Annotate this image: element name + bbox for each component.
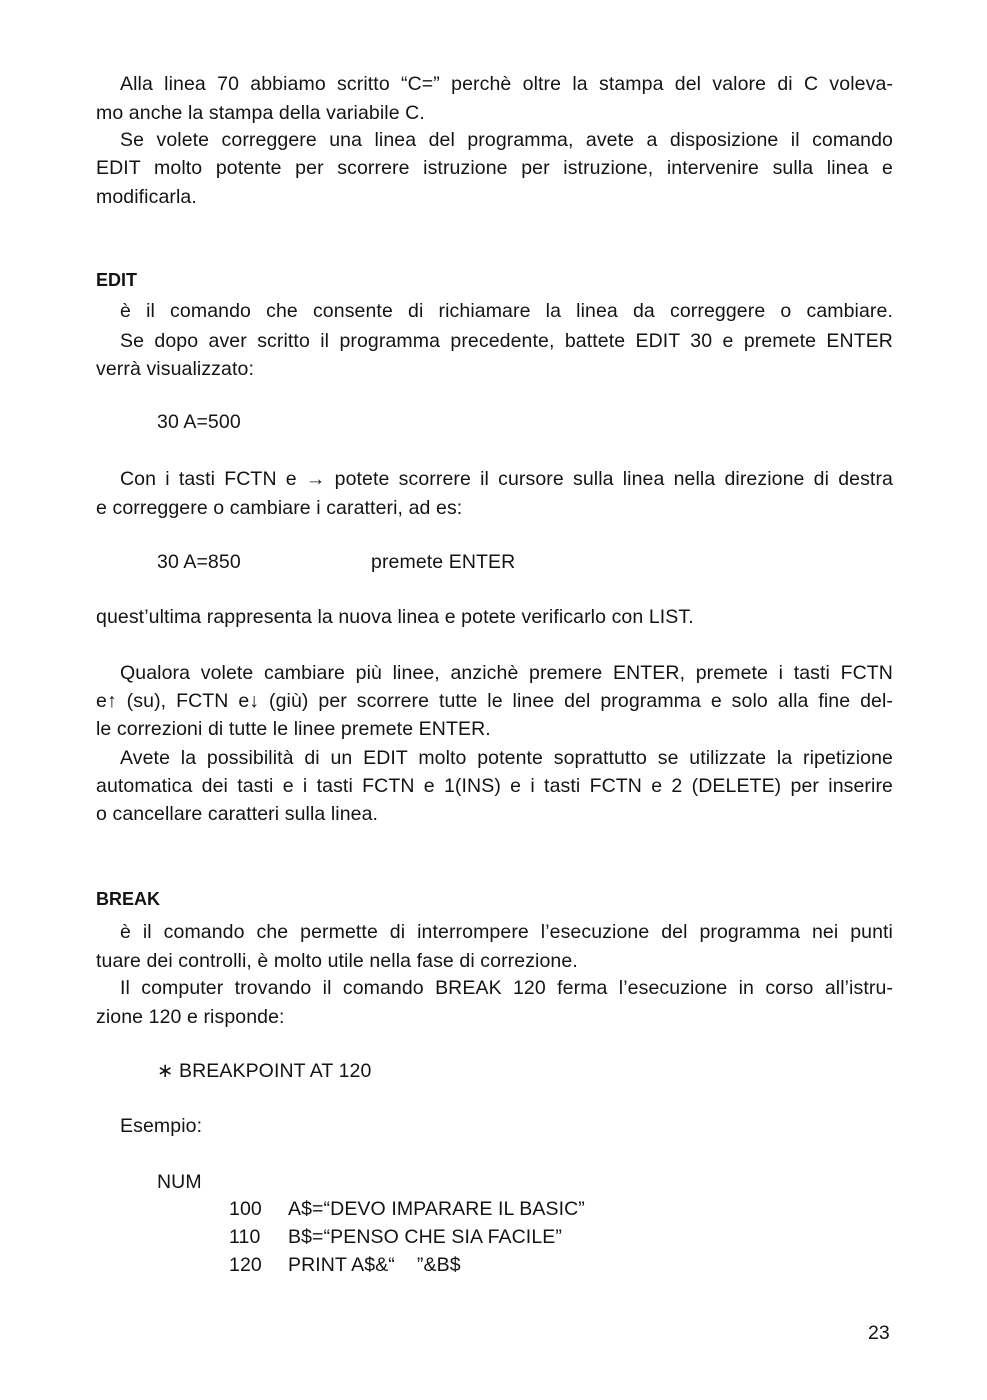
edit-line-8: e↑ (su), FCTN e↓ (giù) per scorrere tutte le linee del programma e solo alla fine del- — [96, 690, 893, 712]
num-command: NUM — [157, 1171, 202, 1193]
edit-line-4: Con i tasti FCTN e → potete scorrere il cursore sulla linea nella direzione di destra — [120, 468, 893, 490]
edit-code-2: 30 A=850 — [157, 551, 241, 573]
edit-code-2-note: premete ENTER — [371, 551, 516, 573]
break-line-2: tuare dei controlli, è molto utile nella fase di correzione. — [96, 950, 578, 972]
edit-line-9: le correzioni di tutte le linee premete ENTER. — [96, 718, 491, 740]
program-line-number: 100 — [229, 1198, 262, 1220]
program-line-code: PRINT A$&“ ”&B$ — [288, 1254, 461, 1276]
break-line-4: zione 120 e risponde: — [96, 1006, 285, 1028]
break-heading: BREAK — [96, 889, 161, 909]
edit-line-3: verrà visualizzato: — [96, 358, 254, 380]
intro-line-4: EDIT molto potente per scorrere istruzione per istruzione, intervenire sulla linea e — [96, 157, 893, 179]
example-label: Esempio: — [120, 1115, 203, 1137]
edit-heading: EDIT — [96, 270, 138, 290]
program-line-number: 110 — [229, 1226, 261, 1248]
break-line-1: è il comando che permette di interrompere l’esecuzione del programma nei punti — [120, 921, 893, 943]
edit-line-7: Qualora volete cambiare più linee, anzichè premere ENTER, premete i tasti FCTN — [120, 662, 893, 684]
edit-code-1: 30 A=500 — [157, 411, 241, 433]
program-line-code: A$=“DEVO IMPARARE IL BASIC” — [288, 1198, 585, 1220]
program-line-number: 120 — [229, 1254, 262, 1276]
program-line-code: B$=“PENSO CHE SIA FACILE” — [288, 1226, 562, 1248]
breakpoint-message: ∗ BREAKPOINT AT 120 — [157, 1060, 372, 1082]
intro-line-2: mo anche la stampa della variabile C. — [96, 102, 425, 124]
edit-line-5: e correggere o cambiare i caratteri, ad es: — [96, 497, 463, 519]
page-number: 23 — [868, 1322, 890, 1344]
intro-line-3: Se volete correggere una linea del programma, avete a disposizione il comando — [120, 129, 893, 151]
break-line-3: Il computer trovando il comando BREAK 120 ferma l’esecuzione in corso all’istru- — [120, 977, 893, 999]
edit-line-2: Se dopo aver scritto il programma precedente, battete EDIT 30 e premete ENTER — [120, 330, 893, 352]
edit-line-6: quest’ultima rappresenta la nuova linea e potete verificarlo con LIST. — [96, 606, 694, 628]
edit-line-12: o cancellare caratteri sulla linea. — [96, 803, 379, 825]
intro-line-5: modificarla. — [96, 186, 197, 208]
edit-line-11: automatica dei tasti e i tasti FCTN e 1(INS) e i tasti FCTN e 2 (DELETE) per inserire — [96, 775, 893, 797]
intro-line-1: Alla linea 70 abbiamo scritto “C=” perchè oltre la stampa del valore di C voleva- — [120, 73, 893, 95]
edit-line-1: è il comando che consente di richiamare la linea da correggere o cambiare. — [120, 300, 893, 322]
edit-line-10: Avete la possibilità di un EDIT molto potente soprattutto se utilizzate la ripetizione — [120, 747, 893, 769]
